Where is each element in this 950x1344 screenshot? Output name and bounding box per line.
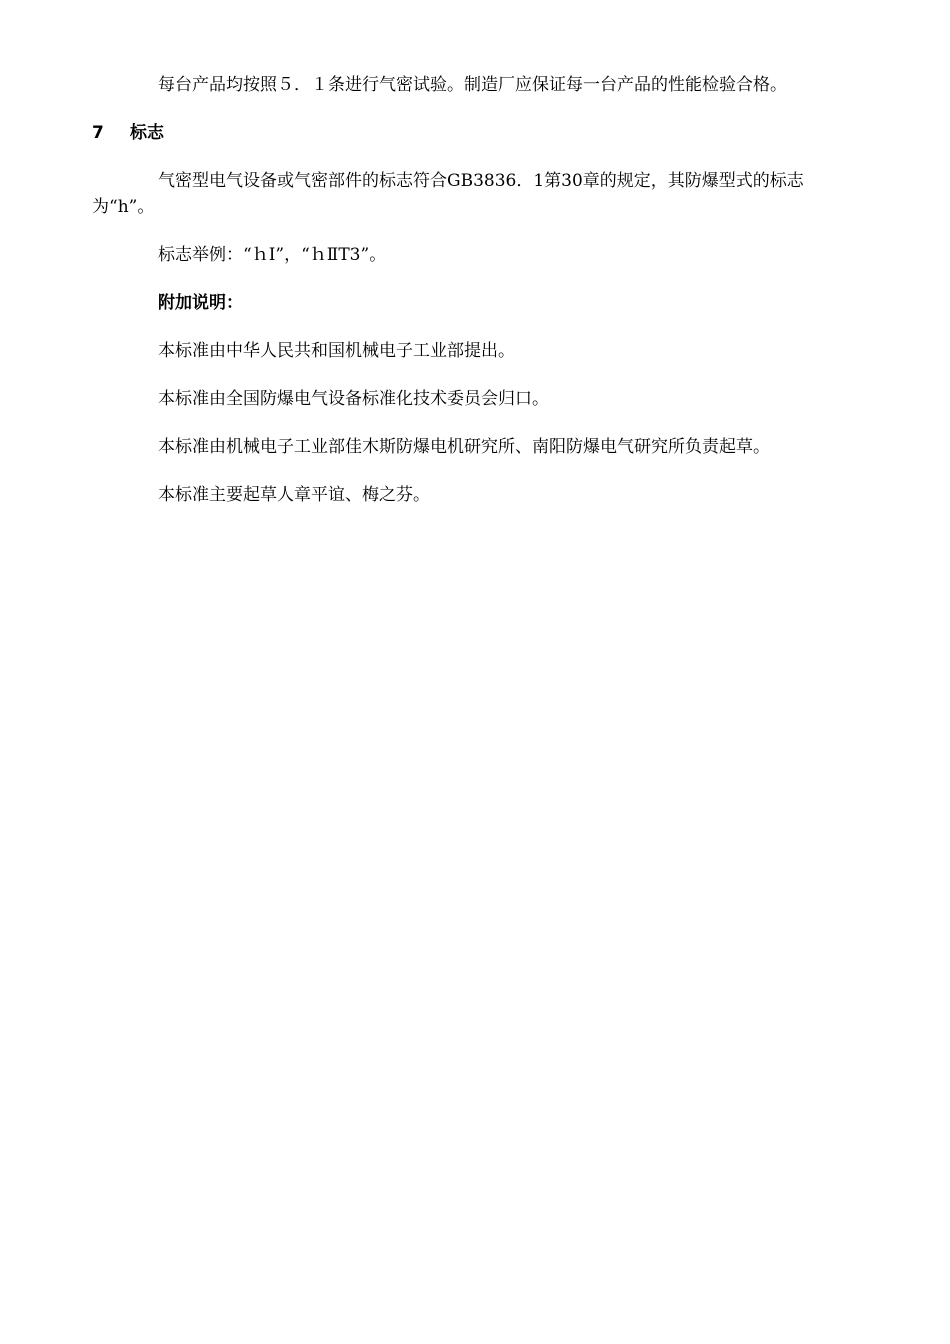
appendix-title: 附加说明：: [158, 293, 243, 313]
body-paragraph: 每台产品均按照５．１条进行气密试验。制造厂应保证每一台产品的性能检验合格。: [158, 75, 787, 95]
appendix-line: 本标准由中华人民共和国机械电子工业部提出。: [158, 341, 515, 361]
section-title: 标志: [130, 123, 164, 143]
section-heading: [92, 120, 860, 146]
section-number: 7: [92, 123, 104, 143]
body-paragraph: 气密型电气设备或气密部件的标志符合GB3836．1第30章的规定，其防爆型式的标志为“h”。: [92, 171, 804, 217]
body-paragraph: 标志举例：“ｈⅠ”，“ｈⅡT3”。: [158, 245, 387, 265]
document-page: [92, 72, 860, 530]
appendix-line: 本标准由全国防爆电气设备标准化技术委员会归口。: [158, 389, 549, 409]
appendix-line: 本标准主要起草人章平谊、梅之芬。: [158, 485, 430, 505]
appendix-line: 本标准由机械电子工业部佳木斯防爆电机研究所、南阳防爆电气研究所负责起草。: [158, 437, 770, 457]
